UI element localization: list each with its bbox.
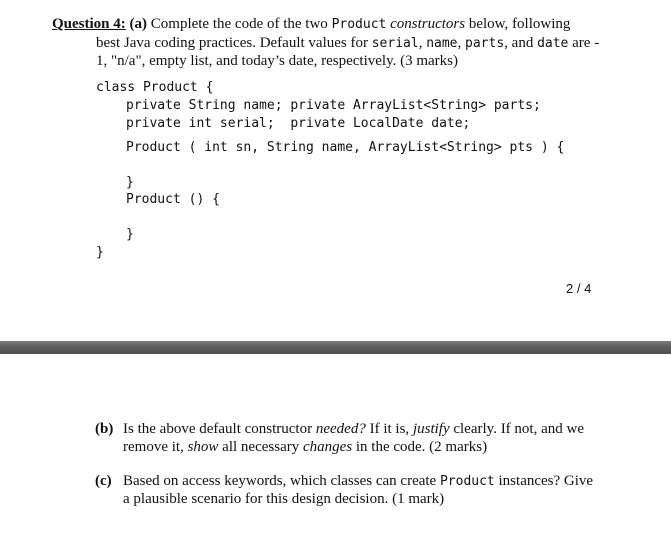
page-divider: [0, 341, 671, 354]
inline-code-product: Product: [439, 474, 495, 489]
part-b-text: If it is,: [365, 421, 413, 437]
part-c-text: a plausible scenario for this design decision. (1 mark): [123, 491, 445, 507]
inline-code-product: Product: [331, 17, 387, 32]
code-line-close-2: }: [126, 227, 134, 242]
question-4-text: are -: [568, 35, 600, 51]
part-c-text: instances? Give: [494, 473, 594, 489]
question-4-text: Complete the code of the two: [150, 16, 332, 32]
part-b-line-2: [123, 438, 487, 456]
part-b-text: all necessary: [218, 439, 303, 455]
question-4-line-3: [96, 52, 458, 70]
italic-justify: justify: [412, 421, 450, 437]
inline-code-parts: parts: [465, 36, 505, 51]
question-4-text: 1, "n/a", empty list, and today’s date, respectively. (3 marks): [96, 53, 459, 69]
question-4-label: Question 4:: [52, 16, 126, 32]
part-b-text: in the code. (2 marks): [352, 439, 488, 455]
question-4-line-2: [96, 34, 656, 53]
part-a-label: (a): [129, 16, 148, 32]
part-c-label: (c): [95, 473, 112, 489]
code-line-close-class: }: [96, 245, 104, 260]
code-line-close-1: }: [126, 175, 134, 190]
code-line-class: class Product {: [96, 80, 214, 95]
question-4-text: below, following: [465, 16, 571, 32]
inline-code-name: name: [426, 36, 458, 51]
italic-changes: changes: [302, 439, 353, 455]
question-4-line-1: [52, 15, 652, 34]
code-line-constructor-2: Product () {: [126, 192, 220, 207]
italic-constructors: constructors: [390, 16, 466, 32]
part-b-text: clearly. If not, and we: [449, 421, 584, 437]
code-line-constructor-1: Product ( int sn, String name, ArrayList<String> pts ) {: [126, 140, 565, 155]
question-4-text: ,: [457, 35, 466, 51]
code-line-fields-2: private int serial; private LocalDate date;: [126, 116, 471, 131]
code-line-fields-1: private String name; private ArrayList<String> parts;: [126, 98, 541, 113]
part-b-text: Is the above default constructor: [123, 421, 316, 437]
italic-show: show: [187, 439, 219, 455]
part-b-text: remove it,: [123, 439, 188, 455]
inline-code-serial: serial: [371, 36, 419, 51]
part-b-line-1: [123, 420, 584, 438]
question-4-text: ,: [418, 35, 427, 51]
page-number: 2 / 4: [566, 281, 592, 296]
question-4-text: , and: [504, 35, 538, 51]
italic-needed: needed?: [315, 421, 366, 437]
part-c-line-1: [123, 472, 593, 491]
inline-code-date: date: [537, 36, 569, 51]
part-b-label: (b): [95, 421, 114, 437]
part-c-line-2: [123, 490, 444, 508]
question-4-text: best Java coding practices. Default values for: [96, 35, 372, 51]
part-c-text: Based on access keywords, which classes can create: [123, 473, 440, 489]
